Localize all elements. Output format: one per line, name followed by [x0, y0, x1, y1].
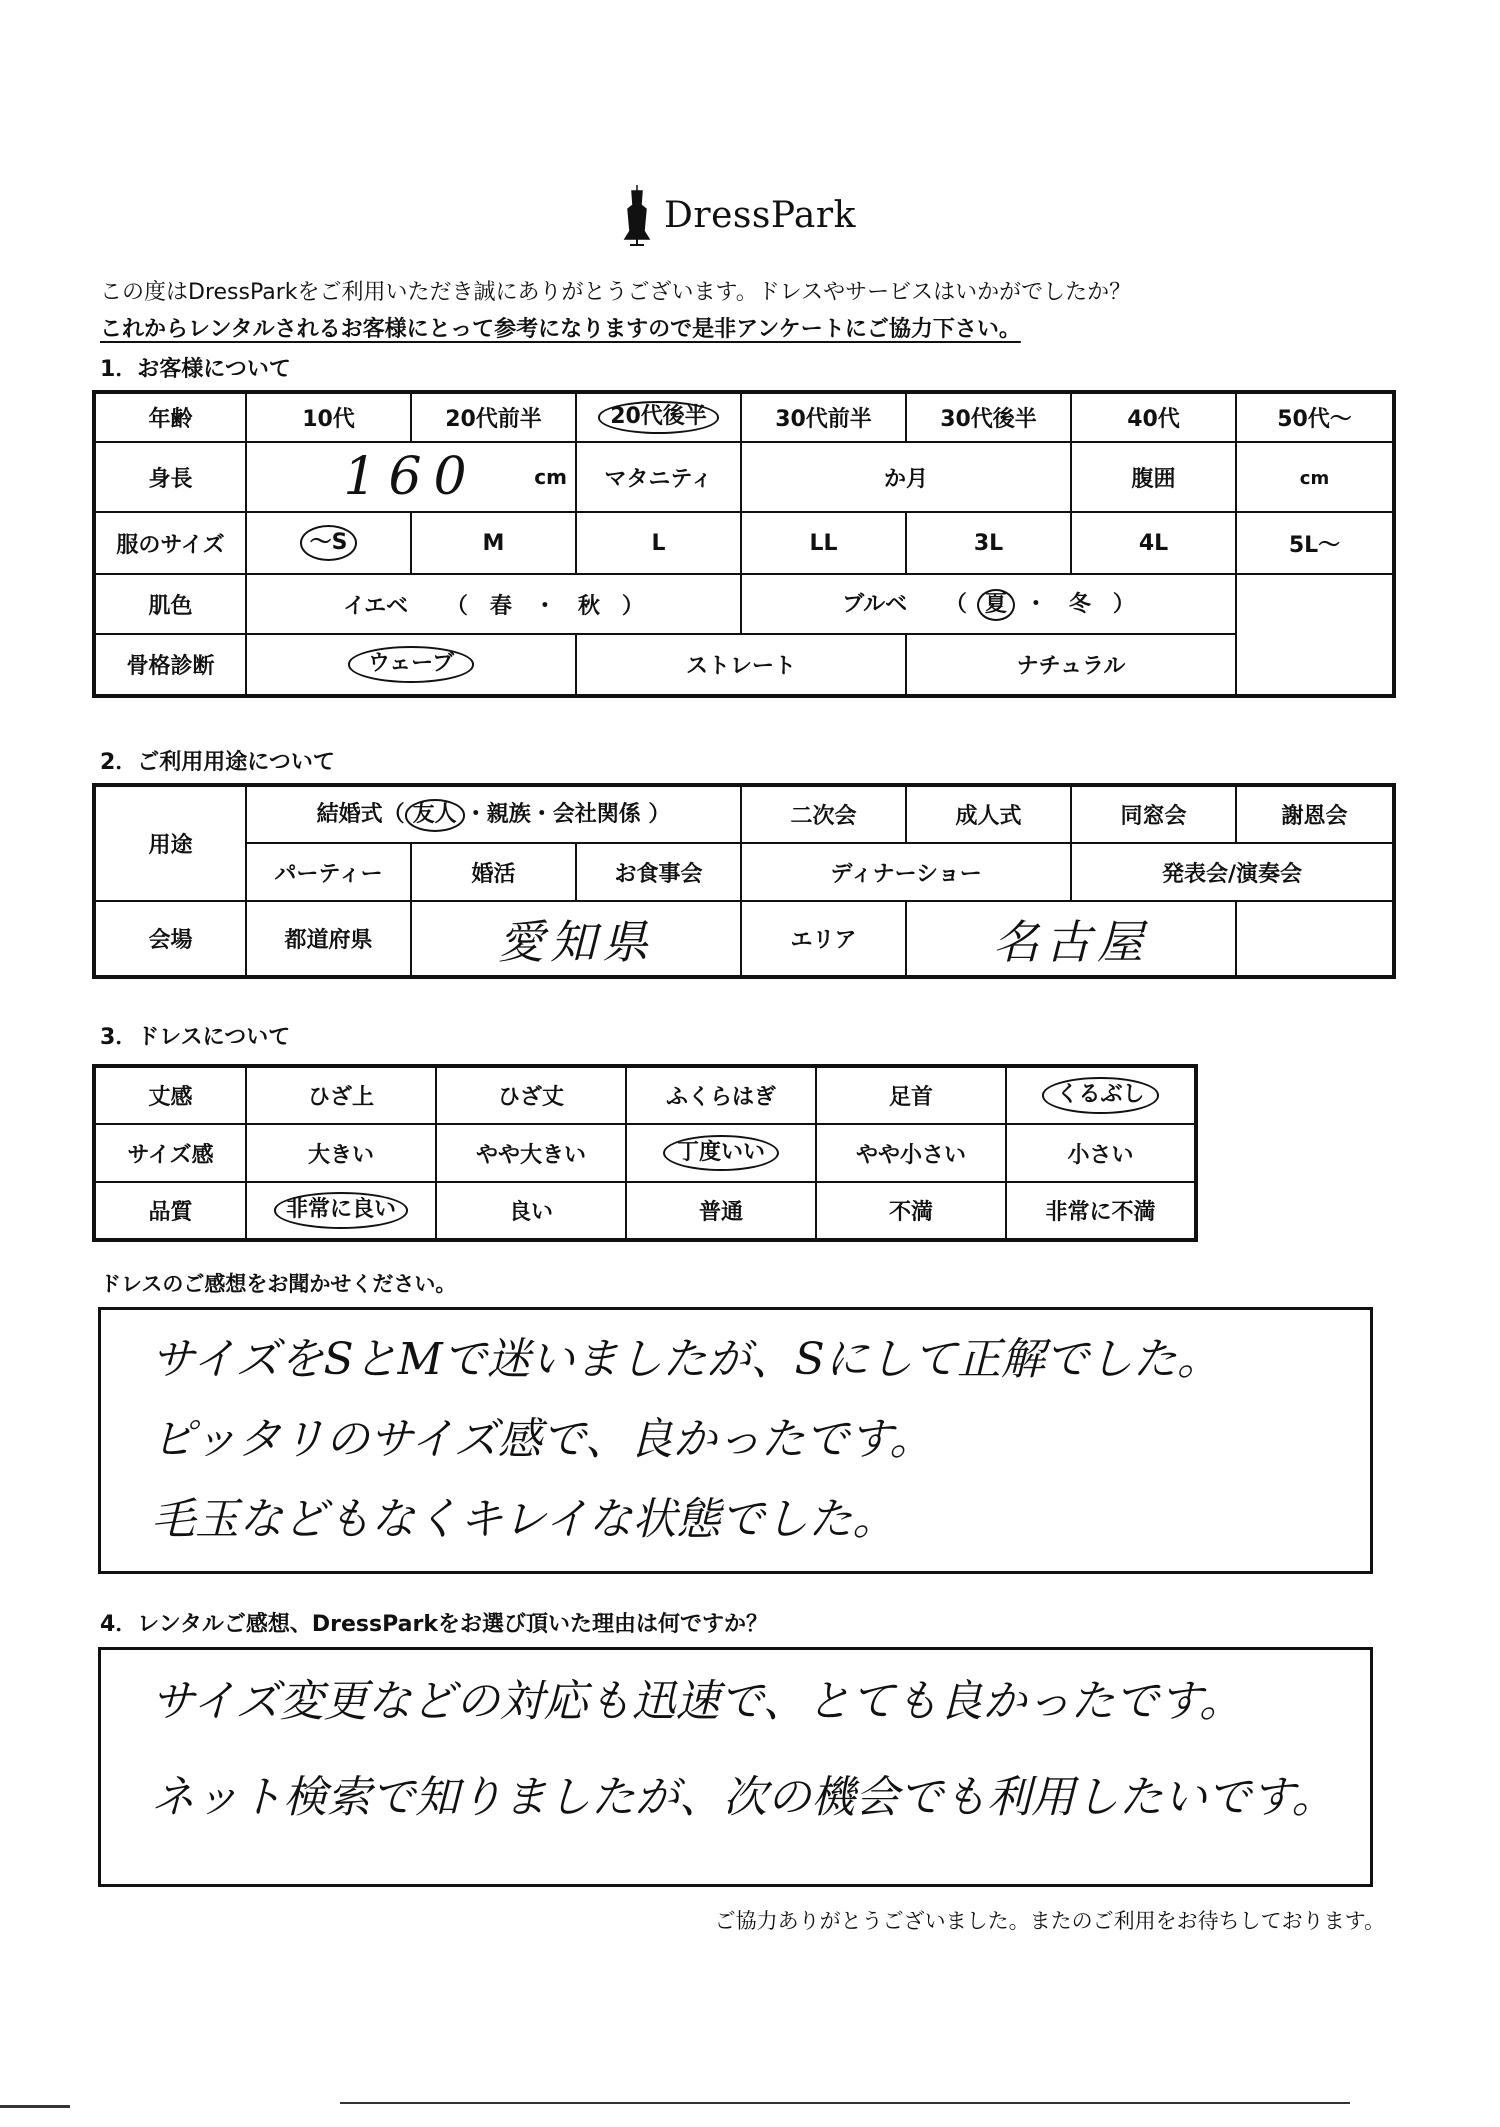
brand-logo: [620, 180, 856, 250]
height-unit: cm: [534, 465, 567, 489]
pref-label: 都道府県: [246, 901, 411, 977]
quality-option[interactable]: 不満: [816, 1182, 1006, 1240]
frame-option-selected[interactable]: [246, 634, 576, 696]
waist-field[interactable]: [1236, 442, 1394, 512]
length-option-selected[interactable]: [1006, 1066, 1196, 1124]
size-option[interactable]: L: [576, 512, 741, 574]
size-option-selected[interactable]: [246, 512, 411, 574]
purpose-option[interactable]: 成人式: [906, 785, 1071, 843]
size-option[interactable]: 3L: [906, 512, 1071, 574]
venue-row: [94, 901, 1394, 977]
skin-row: [94, 574, 1394, 634]
size-row: [94, 512, 1394, 574]
empty-cell: [1236, 574, 1394, 634]
frame-option[interactable]: ナチュラル: [906, 634, 1236, 696]
section2-title: 2．ご利用用途について: [100, 750, 335, 775]
age-option[interactable]: 10代: [246, 392, 411, 442]
frame-option[interactable]: ストレート: [576, 634, 906, 696]
selection-circle: ～S: [300, 525, 358, 561]
length-label: 丈感: [94, 1066, 246, 1124]
length-row: [94, 1066, 1196, 1124]
pref-value: 愛知県: [498, 914, 654, 969]
height-label: 身長: [94, 442, 246, 512]
selection-circle: くるぶし: [1042, 1077, 1158, 1113]
height-value: 160: [343, 447, 479, 507]
length-option[interactable]: ひざ上: [246, 1066, 436, 1124]
purpose-option[interactable]: 発表会/演奏会: [1071, 843, 1394, 901]
section3-title: 3．ドレスについて: [100, 1025, 291, 1050]
size-option[interactable]: M: [411, 512, 576, 574]
maternity-field[interactable]: [741, 442, 1071, 512]
waist-unit: cm: [1299, 467, 1330, 489]
spring-option[interactable]: 春: [489, 593, 512, 619]
dress-icon: [620, 183, 654, 247]
maternity-label: マタニティ: [576, 442, 741, 512]
fit-option[interactable]: 小さい: [1006, 1124, 1196, 1182]
purpose-option[interactable]: 謝恩会: [1236, 785, 1394, 843]
dress-table: [92, 1064, 1198, 1242]
purpose-option[interactable]: 同窓会: [1071, 785, 1236, 843]
quality-option[interactable]: 良い: [436, 1182, 626, 1240]
pref-field[interactable]: [411, 901, 741, 977]
age-option-selected[interactable]: [576, 392, 741, 442]
size-option[interactable]: LL: [741, 512, 906, 574]
quality-option[interactable]: 普通: [626, 1182, 816, 1240]
selection-circle: 丁度いい: [663, 1135, 779, 1171]
divider: [340, 2102, 1350, 2104]
footer-thanks: ご協力ありがとうございました。またのご利用をお待ちしております。: [714, 1909, 1385, 1933]
wedding-rest: ・親族・会社関係 ）: [464, 802, 671, 828]
winter-option[interactable]: 冬: [1068, 591, 1091, 617]
quality-row: [94, 1182, 1196, 1240]
purpose-option[interactable]: パーティー: [246, 843, 411, 901]
quality-option-selected[interactable]: [246, 1182, 436, 1240]
length-option[interactable]: 足首: [816, 1066, 1006, 1124]
quality-label: 品質: [94, 1182, 246, 1240]
age-option[interactable]: 30代後半: [906, 392, 1071, 442]
purpose-option[interactable]: 婚活: [411, 843, 576, 901]
fit-label: サイズ感: [94, 1124, 246, 1182]
area-label: エリア: [741, 901, 906, 977]
selection-circle: ウェーブ: [348, 646, 474, 682]
size-option[interactable]: 4L: [1071, 512, 1236, 574]
purpose-row-2: [94, 843, 1394, 901]
fit-option[interactable]: やや大きい: [436, 1124, 626, 1182]
section4-title: 4．レンタルご感想、DressParkをお選び頂いた理由は何ですか？: [100, 1612, 768, 1637]
purpose-label: 用途: [94, 785, 246, 901]
customer-table: [92, 390, 1396, 698]
area-value: 名古屋: [993, 914, 1150, 969]
size-option[interactable]: 5L～: [1236, 512, 1394, 574]
skin-blue-option[interactable]: ブルベ （ 夏 ・ 冬 ）: [741, 574, 1236, 634]
wedding-option[interactable]: [246, 785, 741, 843]
intro-request: これからレンタルされるお客様にとって参考になりますので是非アンケートにご協力下さい。: [100, 317, 1021, 342]
fit-option[interactable]: やや小さい: [816, 1124, 1006, 1182]
age-option[interactable]: 40代: [1071, 392, 1236, 442]
frame-label: 骨格診断: [94, 634, 246, 696]
age-option[interactable]: 20代前半: [411, 392, 576, 442]
venue-label: 会場: [94, 901, 246, 977]
blue-label: ブルベ: [842, 591, 908, 617]
rental-comment-box[interactable]: サイズ変更などの対応も迅速で、とても良かったです。 ネット検索で知りましたが、次の機会でも利用したいです。: [98, 1647, 1373, 1887]
length-option[interactable]: ふくらはぎ: [626, 1066, 816, 1124]
fit-row: [94, 1124, 1196, 1182]
age-option[interactable]: 50代～: [1236, 392, 1394, 442]
age-row: [94, 392, 1394, 442]
purpose-option[interactable]: ディナーショー: [741, 843, 1071, 901]
section1-title: 1．お客様について: [100, 357, 291, 382]
yellow-label: イエベ: [343, 593, 409, 619]
purpose-option[interactable]: 二次会: [741, 785, 906, 843]
friend-option-selected[interactable]: 友人: [405, 799, 465, 831]
age-label: 年齢: [94, 392, 246, 442]
months-unit: か月: [883, 466, 928, 492]
dress-comment-box[interactable]: サイズをSとMで迷いましたが、Sにして正解でした。 ピッタリのサイズ感で、良かったです。 毛玉などもなくキレイな状態でした。: [98, 1307, 1373, 1574]
size-label: 服のサイズ: [94, 512, 246, 574]
waist-label: 腹囲: [1071, 442, 1236, 512]
quality-option[interactable]: 非常に不満: [1006, 1182, 1196, 1240]
intro-text: この度はDressParkをご利用いただき誠にありがとうございます。ドレスやサービスはいかがでしたか？: [100, 280, 1132, 305]
selection-circle: 20代後半: [598, 401, 719, 433]
brand-name: DressPark: [664, 194, 856, 236]
length-option[interactable]: ひざ丈: [436, 1066, 626, 1124]
purpose-table: [92, 783, 1396, 979]
dress-comment-title: ドレスのご感想をお聞かせください。: [100, 1272, 457, 1296]
summer-option-selected[interactable]: 夏: [977, 589, 1015, 621]
fit-option[interactable]: 大きい: [246, 1124, 436, 1182]
area-field[interactable]: [906, 901, 1236, 977]
empty-cell: [1236, 634, 1394, 696]
height-field[interactable]: [246, 442, 576, 512]
height-row: [94, 442, 1394, 512]
skin-yellow-option[interactable]: イエベ （ 春 ・ 秋 ）: [246, 574, 741, 634]
purpose-option[interactable]: お食事会: [576, 843, 741, 901]
empty-cell: [1236, 901, 1394, 977]
frame-row: [94, 634, 1394, 696]
skin-label: 肌色: [94, 574, 246, 634]
selection-circle: 非常に良い: [274, 1192, 408, 1228]
purpose-row-1: [94, 785, 1394, 843]
fit-option-selected[interactable]: [626, 1124, 816, 1182]
wedding-label: 結婚式（: [316, 802, 405, 828]
age-option[interactable]: 30代前半: [741, 392, 906, 442]
autumn-option[interactable]: 秋: [577, 593, 600, 619]
divider: [0, 2105, 70, 2108]
